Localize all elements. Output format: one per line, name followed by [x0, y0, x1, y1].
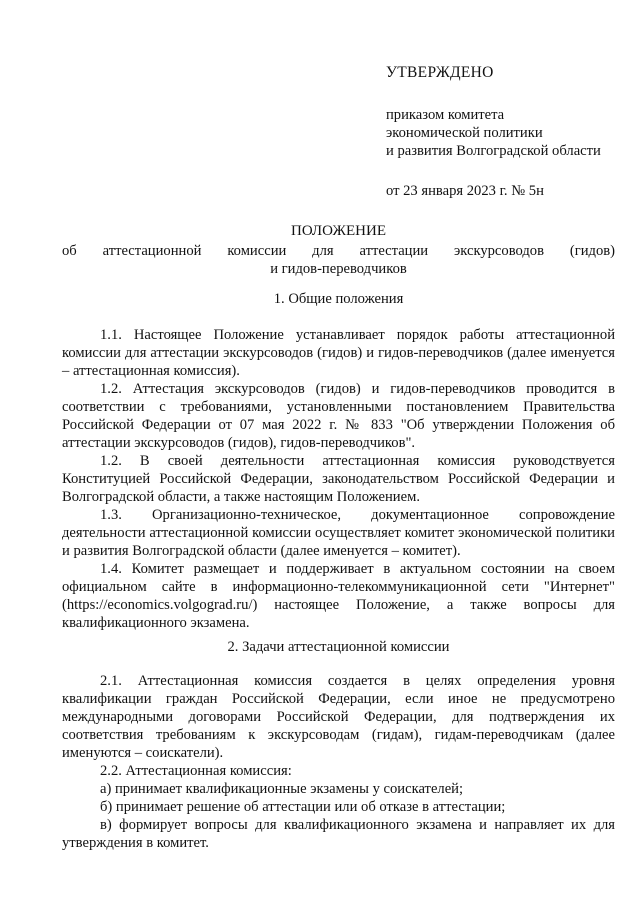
list-item: а) принимает квалификационные экзамены у соискателей; [100, 781, 464, 797]
paragraph: 1.2. В своей деятельности аттестационная комиссия руководствуется Конституцией Российской Федерации, законодательством Российской Федерации и Волгоградской области, а также настоящим Положением. [62, 453, 615, 505]
list-item: б) принимает решение об аттестации или об отказе в аттестации; [100, 799, 506, 815]
document-subtitle-line1: об аттестационной комиссии для аттестации экскурсоводов (гидов) [62, 243, 615, 259]
approval-line: приказом комитета [386, 107, 505, 123]
approval-stamp [386, 64, 626, 200]
approval-line: экономической политики [386, 125, 543, 141]
approval-heading: УТВЕРЖДЕНО [386, 64, 494, 81]
section-heading-1: 1. Общие положения [273, 291, 404, 307]
approval-line: и развития Волгоградской области [386, 143, 601, 159]
paragraph: 1.3. Организационно-техническое, документационное сопровождение деятельности аттестационной комиссии осуществляет комитет экономической политики и развития Волгоградской области (далее именуется – комитет). [62, 507, 615, 559]
document-title-block [62, 222, 615, 278]
document-title: ПОЛОЖЕНИЕ [291, 223, 386, 239]
paragraph: 1.1. Настоящее Положение устанавливает порядок работы аттестационной комиссии для аттестации экскурсоводов (гидов) и гидов-переводчиков (далее именуется – аттестационная комиссия). [62, 327, 615, 379]
section-heading-2: 2. Задачи аттестационной комиссии [227, 639, 450, 655]
list-item: в) формирует вопросы для квалификационного экзамена и направляет их для утверждения в комитет. [62, 817, 615, 851]
approval-date: от 23 января 2023 г. № 5н [386, 183, 544, 199]
section-1-body [62, 326, 615, 632]
paragraph: 2.2. Аттестационная комиссия: [100, 763, 292, 779]
section-2-body [62, 672, 615, 852]
paragraph: 1.4. Комитет размещает и поддерживает в актуальном состоянии на своем официальном сайте в информационно-телекоммуникационной сети "Интернет" (https://economics.volgograd.ru/) настоящее Положение, а также вопросы для квалификационного экзамена. [62, 561, 615, 631]
paragraph: 1.2. Аттестация экскурсоводов (гидов) и гидов-переводчиков проводится в соответствии с требованиями, установленными постановлением Правительства Российской Федерации от 07 мая 2022 г. № 833 "Об утверждении Положения об аттестации экскурсоводов (гидов), гидов-переводчиков". [62, 381, 615, 451]
paragraph: 2.1. Аттестационная комиссия создается в целях определения уровня квалификации граждан Российской Федерации, если иное не предусмотрено международными договорами Российской Федерации, для подтверждения их соответствия требованиям к экскурсоводам (гидам), гидам-переводчикам (далее именуются – соискатели). [62, 673, 615, 761]
document-subtitle-line2: и гидов-переводчиков [270, 261, 407, 277]
